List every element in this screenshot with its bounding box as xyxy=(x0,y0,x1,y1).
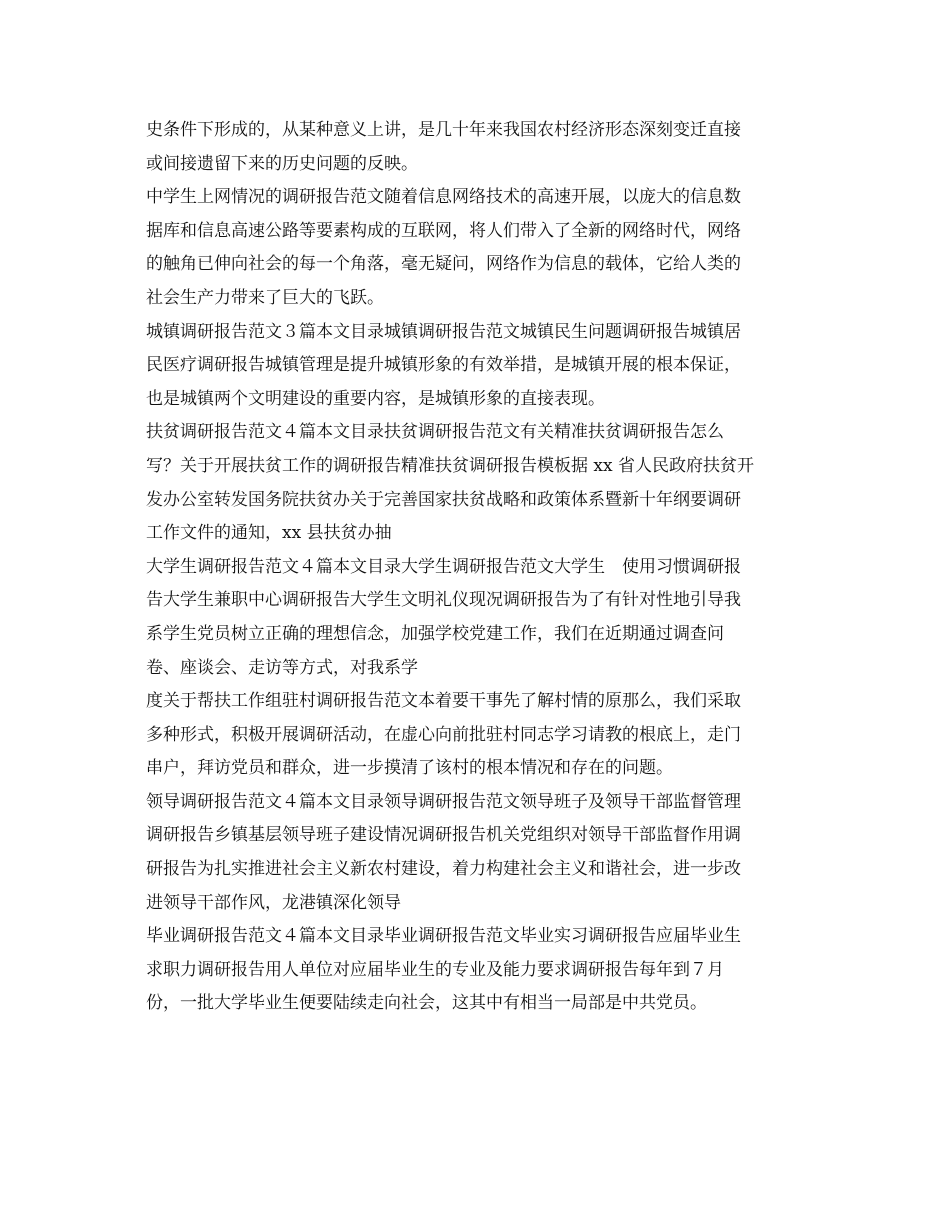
text-line: 城镇调研报告范文３篇本文目录城镇调研报告范文城镇民生问题调研报告城镇居 xyxy=(146,321,741,342)
text-line: 大学生调研报告范文４篇本文目录大学生调研报告范文大学生 使用习惯调研报 xyxy=(146,556,741,577)
text-line: 的触角已伸向社会的每一个角落，毫无疑问，网络作为信息的载体，它给人类的 xyxy=(146,254,741,275)
text-line: 中学生上网情况的调研报告范文随着信息网络技术的高速开展，以庞大的信息数 xyxy=(146,187,741,208)
text-line: 毕业调研报告范文４篇本文目录毕业调研报告范文毕业实习调研报告应届毕业生 xyxy=(146,926,741,947)
text-line: 发办公室转发国务院扶贫办关于完善国家扶贫战略和政策体系暨新十年纲要调研 xyxy=(146,489,741,510)
text-line: 串户，拜访党员和群众，进一步摸清了该村的根本情况和存在的问题。 xyxy=(146,758,673,779)
text-line: 民医疗调研报告城镇管理是提升城镇形象的有效举措，是城镇开展的根本保证， xyxy=(146,355,741,376)
text-line: 扶贫调研报告范文４篇本文目录扶贫调研报告范文有关精准扶贫调研报告怎么 xyxy=(146,422,724,443)
text-line: 卷、座谈会、走访等方式，对我系学 xyxy=(146,657,418,678)
text-line: 或间接遗留下来的历史问题的反映。 xyxy=(146,153,418,174)
text-line: 工作文件的通知，xx 县扶贫办抽 xyxy=(146,523,392,544)
text-line: 系学生党员树立正确的理想信念，加强学校党建工作，我们在近期通过调查问 xyxy=(146,623,724,644)
text-line: 据库和信息高速公路等要素构成的互联网，将人们带入了全新的网络时代，网络 xyxy=(146,220,741,241)
text-line: 告大学生兼职中心调研报告大学生文明礼仪现况调研报告为了有针对性地引导我 xyxy=(146,590,741,611)
text-line: 领导调研报告范文４篇本文目录领导调研报告范文领导班子及领导干部监督管理 xyxy=(146,791,741,812)
text-line: 研报告为扎实推进社会主义新农村建设，着力构建社会主义和谐社会，进一步改 xyxy=(146,859,741,880)
text-line: 求职力调研报告用人单位对应届毕业生的专业及能力要求调研报告每年到７月 xyxy=(146,959,724,980)
text-line: 度关于帮扶工作组驻村调研报告范文本着要干事先了解村情的原那么，我们采取 xyxy=(146,691,741,712)
text-line: 写？关于开展扶贫工作的调研报告精准扶贫调研报告模板据 xx 省人民政府扶贫开 xyxy=(146,455,754,476)
text-line: 份，一批大学毕业生便要陆续走向社会，这其中有相当一局部是中共党员。 xyxy=(146,993,707,1014)
text-line: 也是城镇两个文明建设的重要内容，是城镇形象的直接表现。 xyxy=(146,388,605,409)
document-body xyxy=(146,114,814,1021)
text-line: 多种形式，积极开展调研活动，在虚心向前批驻村同志学习请教的根底上，走门 xyxy=(146,724,741,745)
text-line: 社会生产力带来了巨大的飞跃。 xyxy=(146,287,384,308)
text-line: 进领导干部作风，龙港镇深化领导 xyxy=(146,892,401,913)
text-line: 调研报告乡镇基层领导班子建设情况调研报告机关党组织对领导干部监督作用调 xyxy=(146,825,741,846)
text-line: 史条件下形成的，从某种意义上讲，是几十年来我国农村经济形态深刻变迁直接 xyxy=(146,120,741,140)
